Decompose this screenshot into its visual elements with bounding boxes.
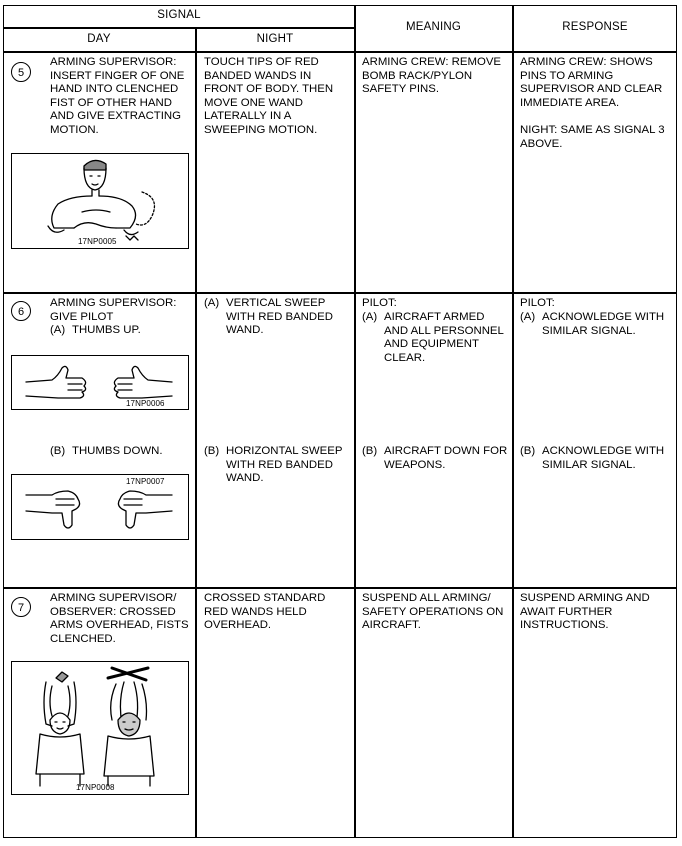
- header-meaning: MEANING: [405, 21, 462, 33]
- row6-response-head: PILOT:: [520, 297, 555, 309]
- item-label-b: (B): [362, 445, 378, 457]
- divider-meaning-response: [512, 5, 514, 838]
- extracting-motion-illustration: [12, 154, 190, 250]
- header-signal: SIGNAL: [157, 9, 201, 21]
- row6-meaning-head: PILOT:: [362, 297, 397, 309]
- row6-day-item-a: [50, 324, 192, 338]
- row6-night-a-text: VERTICAL SWEEP WITH RED BANDED WAND.: [226, 297, 333, 337]
- header-bottom-line: [3, 51, 677, 53]
- row7-night-text: CROSSED STANDARD RED WANDS HELD OVERHEAD.: [204, 592, 326, 632]
- row6-day-intro: ARMING SUPERVISOR: GIVE PILOT: [50, 297, 177, 323]
- row6-response-item-b: [520, 445, 675, 473]
- row6-figure-b-label: 17NP0007: [126, 477, 165, 486]
- header-response: RESPONSE: [562, 21, 628, 33]
- row5-night-text: TOUCH TIPS OF RED BANDED WANDS IN FRONT OF BODY. THEN MOVE ONE WAND LATERALLY IN A SWEEPING MOTION.: [204, 56, 334, 136]
- row6-figure-b: [11, 474, 189, 540]
- signal-number-5: 5: [11, 62, 31, 82]
- row7-meaning-text: SUSPEND ALL ARMING/ SAFETY OPERATIONS ON AIRCRAFT.: [362, 592, 504, 632]
- item-label-a: (A): [50, 324, 66, 336]
- row6-figure-a-label: 17NP0006: [126, 399, 165, 408]
- row6-meaning-item-b: [362, 445, 510, 473]
- row6-meaning-a-text: AIRCRAFT ARMED AND ALL PERSONNEL AND EQUIPMENT CLEAR.: [384, 311, 504, 364]
- item-label-a: (A): [362, 311, 378, 323]
- row6-day-a-text: THUMBS UP.: [72, 324, 141, 336]
- row-divider-6-7: [3, 587, 677, 589]
- row5-meaning-text: ARMING CREW: REMOVE BOMB RACK/PYLON SAFETY PINS.: [362, 56, 502, 96]
- header-night: NIGHT: [256, 33, 294, 45]
- signal-number-6: 6: [11, 301, 31, 321]
- row6-meaning-b-text: AIRCRAFT DOWN FOR WEAPONS.: [384, 445, 508, 471]
- row6-night-item-a: [204, 297, 352, 339]
- row6-day-b-text: THUMBS DOWN.: [72, 445, 163, 457]
- row5-day-text: ARMING SUPERVISOR: INSERT FINGER OF ONE HAND INTO CLENCHED FIST OF OTHER HAND AND GIVE EXTRACTING MOTION.: [50, 56, 185, 136]
- row7-figure: [11, 661, 189, 795]
- header-day: DAY: [87, 33, 111, 45]
- crossed-arms-overhead-illustration: [12, 662, 190, 796]
- row6-figure-a: [11, 355, 189, 410]
- row6-response-a-text: ACKNOWLEDGE WITH SIMILAR SIGNAL.: [542, 311, 665, 337]
- row6-night-item-b: [204, 445, 352, 487]
- row6-response-b-text: ACKNOWLEDGE WITH SIMILAR SIGNAL.: [542, 445, 665, 471]
- row5-figure: [11, 153, 189, 249]
- signal-number-7: 7: [11, 597, 31, 617]
- item-label-b: (B): [204, 445, 220, 457]
- row5-response-text: ARMING CREW: SHOWS PINS TO ARMING SUPERVISOR AND CLEAR IMMEDIATE AREA. NIGHT: SAME AS SIGNAL 3 ABOVE.: [520, 56, 665, 150]
- row6-response-item-a: [520, 311, 675, 339]
- item-label-a: (A): [204, 297, 220, 309]
- row7-day-text: ARMING SUPERVISOR/ OBSERVER: CROSSED ARMS OVERHEAD, FISTS CLENCHED.: [50, 592, 189, 645]
- item-label-b: (B): [50, 445, 66, 457]
- row7-response-text: SUSPEND ARMING AND AWAIT FURTHER INSTRUCTIONS.: [520, 592, 650, 632]
- row6-night-b-text: HORIZONTAL SWEEP WITH RED BANDED WAND.: [226, 445, 343, 485]
- row-divider-5-6: [3, 292, 677, 294]
- item-label-b: (B): [520, 445, 536, 457]
- divider-night-meaning: [354, 5, 356, 838]
- row6-day-item-b: [50, 445, 192, 459]
- row6-meaning-item-a: [362, 311, 510, 367]
- divider-day-night: [195, 27, 197, 838]
- signal-header-underline: [3, 27, 355, 29]
- row7-figure-label: 17NP0008: [76, 783, 115, 792]
- item-label-a: (A): [520, 311, 536, 323]
- row5-figure-label: 17NP0005: [78, 237, 117, 246]
